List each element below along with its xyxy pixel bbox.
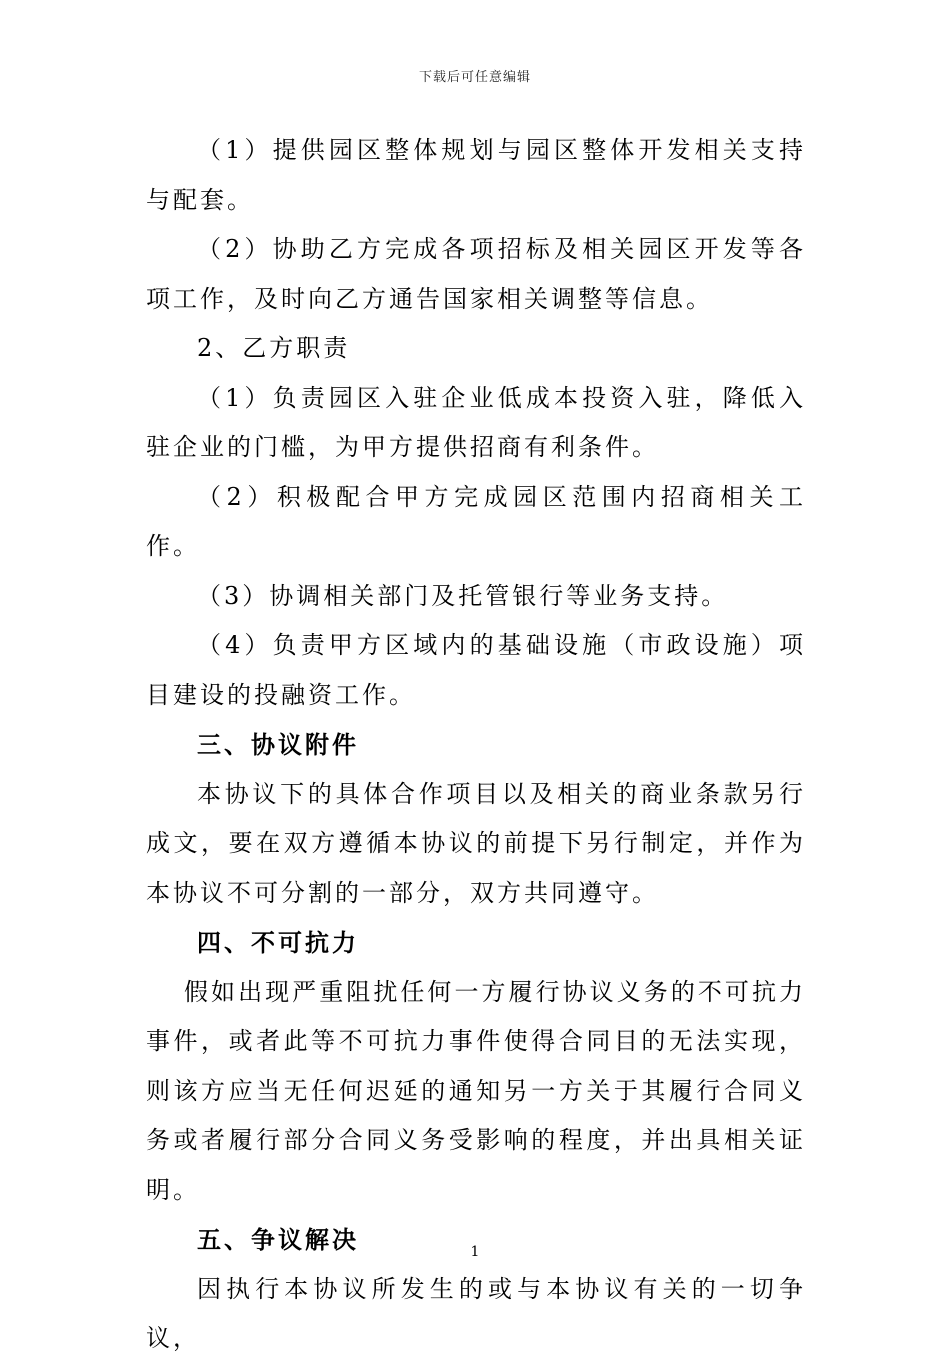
- paragraph-low-cost-investment: （1）负责园区入驻企业低成本投资入驻，降低入驻企业的门槛，为甲方提供招商有利条件。: [146, 383, 806, 461]
- paragraph-attachments-body: 本协议下的具体合作项目以及相关的商业条款另行成文，要在双方遵循本协议的前提下另行制定，并作为本协议不可分割的一部分，双方共同遵守。: [146, 779, 806, 907]
- paragraph-infrastructure-financing: （4）负责甲方区域内的基础设施（市政设施）项目建设的投融资工作。: [146, 631, 806, 709]
- section-heading-force-majeure: 四、不可抗力: [197, 928, 359, 957]
- paragraph-party-b-duties-title: 2、乙方职责: [197, 334, 351, 362]
- section-heading-attachments: 三、协议附件: [197, 730, 359, 759]
- paragraph-assist-tendering: （2）协助乙方完成各项招标及相关园区开发等各项工作，及时向乙方通告国家相关调整等信息。: [146, 235, 806, 313]
- page-header: 下载后可任意编辑: [418, 70, 531, 85]
- document-body: [146, 126, 806, 1364]
- paragraph-dispute-body: 因执行本协议所发生的或与本协议有关的一切争议，: [146, 1274, 806, 1352]
- section-heading-dispute-resolution: 五、争议解决: [197, 1225, 359, 1254]
- page-number: 1: [470, 1244, 480, 1260]
- paragraph-force-majeure-body: 假如出现严重阻扰任何一方履行协议义务的不可抗力事件，或者此等不可抗力事件使得合同目的无法实现，则该方应当无任何迟延的通知另一方关于其履行合同义务或者履行部分合同义务受影响的程度，并出具相关证明。: [146, 977, 806, 1204]
- paragraph-cooperate-investment: （2）积极配合甲方完成园区范围内招商相关工作。: [146, 482, 806, 560]
- paragraph-coordinate-departments: （3）协调相关部门及托管银行等业务支持。: [197, 581, 729, 610]
- paragraph-support-planning: （1）提供园区整体规划与园区整体开发相关支持与配套。: [146, 136, 806, 214]
